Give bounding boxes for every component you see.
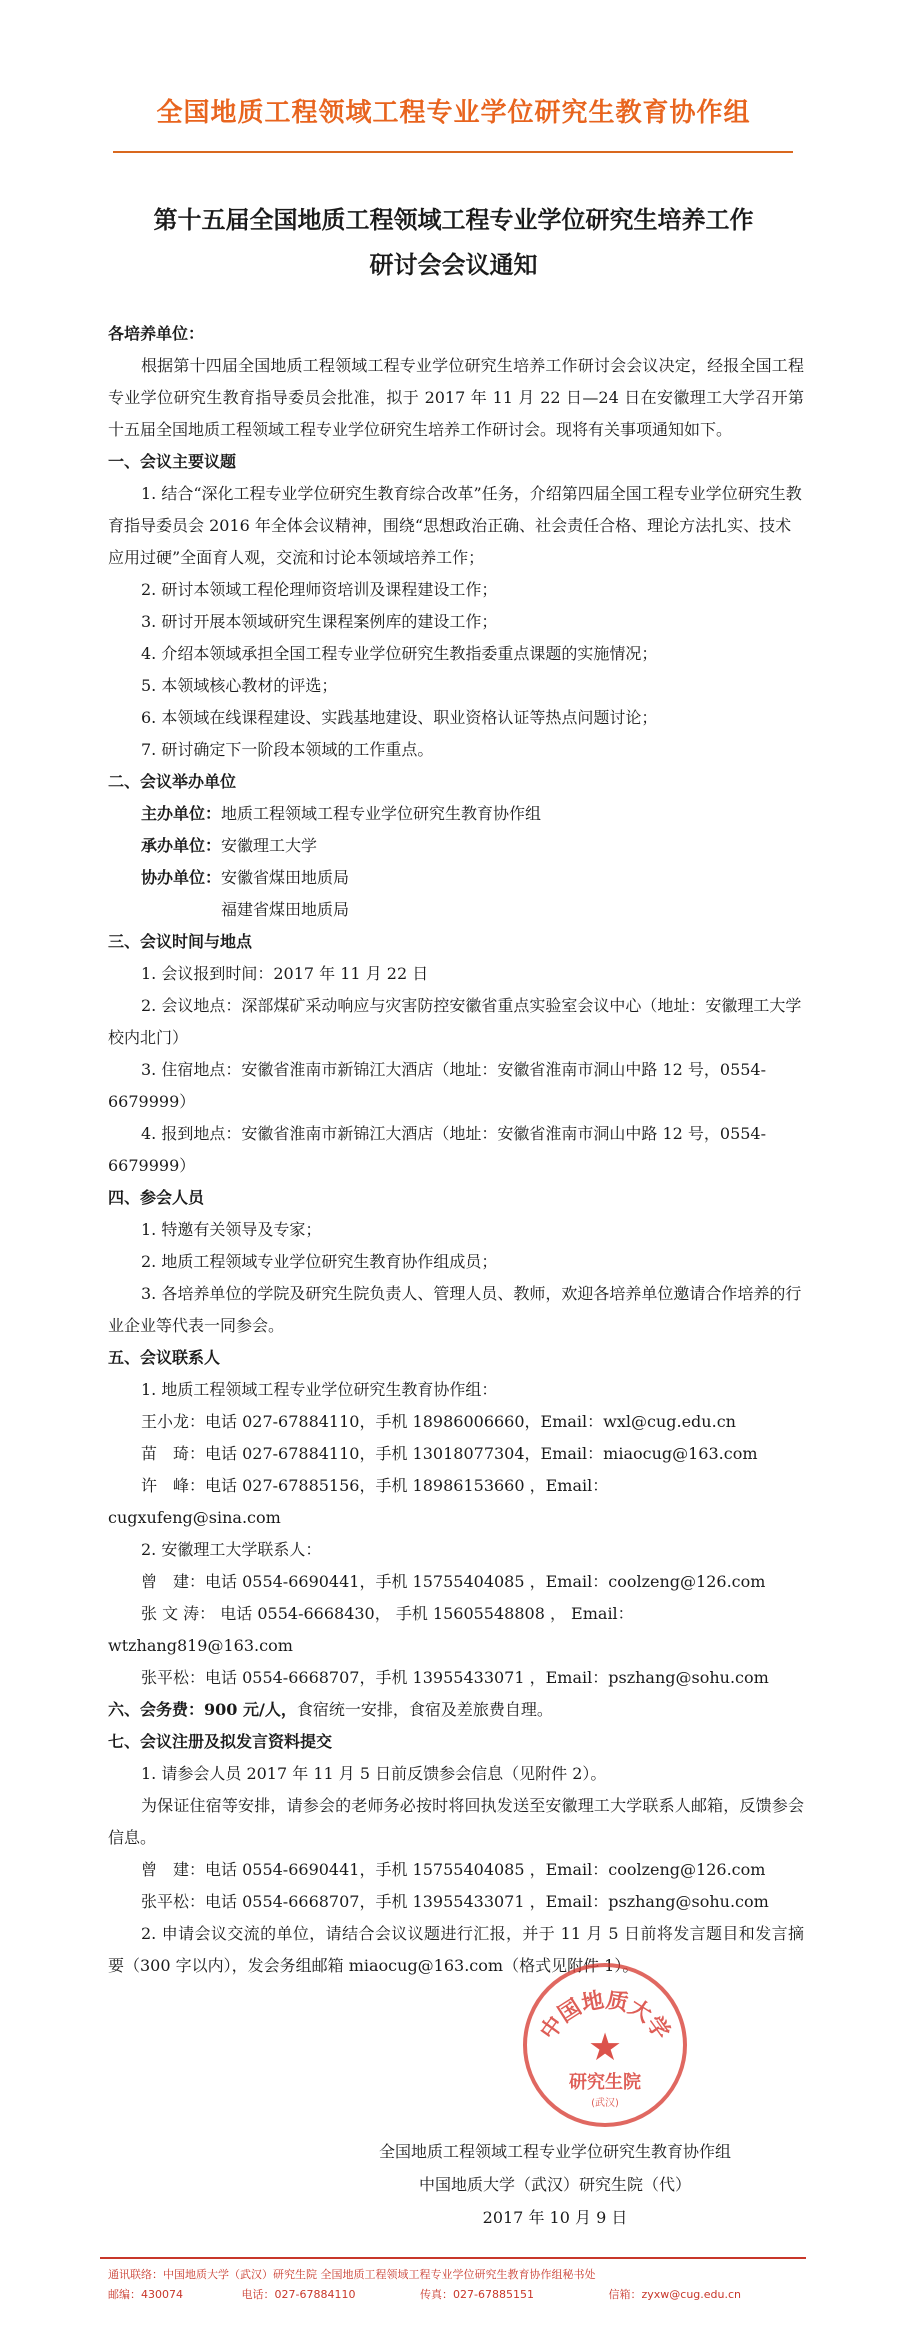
footer-fax: 传真：027-67885151 bbox=[420, 2288, 534, 2301]
organizer-value: 安徽理工大学 bbox=[221, 836, 318, 855]
attendee-item: 1. 特邀有关领导及专家； bbox=[141, 1220, 322, 1239]
contact-line: 曾 建：电话 0554-6690441，手机 15755404085 ，Email：coolzeng@126.com bbox=[141, 1860, 766, 1879]
seal-text-sub: (武汉) bbox=[591, 2098, 619, 2109]
fee-note: 食宿统一安排，食宿及差旅费自理。 bbox=[296, 1700, 553, 1719]
header-divider bbox=[113, 151, 793, 153]
seal-text-top: 中国地质大学 bbox=[535, 1987, 675, 2045]
venue-item: 3. 住宿地点：安徽省淮南市新锦江大酒店（地址：安徽省淮南市洞山中路 12 号，0554-6679999） bbox=[108, 1060, 767, 1111]
fee-line bbox=[108, 1694, 804, 1726]
seal-star-icon: ★ bbox=[587, 2025, 623, 2069]
registration-item: 1. 请参会人员 2017 年 11 月 5 日前反馈参会信息（见附件 2）。 bbox=[141, 1764, 607, 1783]
contact-email: wtzhang819@163.com bbox=[108, 1636, 293, 1655]
official-seal bbox=[520, 1960, 690, 2130]
section-heading: 二、会议举办单位 bbox=[108, 772, 237, 791]
seal-text-bottom: 研究生院 bbox=[569, 2072, 641, 2093]
salutation: 各培养单位： bbox=[108, 324, 205, 343]
venue-item: 1. 会议报到时间：2017 年 11 月 22 日 bbox=[141, 964, 429, 983]
signature-date: 2017 年 10 月 9 日 bbox=[482, 2208, 628, 2227]
contact-line: 苗 琦：电话 027-67884110，手机 13018077304，Email：miaocug@163.com bbox=[141, 1444, 758, 1463]
contact-line: 张平松：电话 0554-6668707，手机 13955433071 ，Email：pszhang@sohu.com bbox=[141, 1892, 769, 1911]
agenda-item: 3. 研讨开展本领域研究生课程案例库的建设工作； bbox=[141, 612, 498, 631]
signature-org: 全国地质工程领域工程专业学位研究生教育协作组 bbox=[378, 2142, 731, 2161]
section-heading: 六、会务费： bbox=[108, 1700, 205, 1719]
org-header: 全国地质工程领域工程专业学位研究生教育协作组 bbox=[156, 98, 751, 128]
venue-item: 2. 会议地点：深部煤矿采动响应与灾害防控安徽省重点实验室会议中心（地址：安徽理工大学校内北门） bbox=[108, 996, 802, 1047]
coorganizer-unit bbox=[108, 862, 804, 894]
signature-block bbox=[330, 2135, 780, 2234]
footer-address: 通讯联络：中国地质大学（武汉）研究生院 全国地质工程领域工程专业学位研究生教育协作组秘书处 bbox=[108, 2268, 596, 2281]
contact-group: 1. 地质工程领域工程专业学位研究生教育协作组： bbox=[141, 1380, 498, 1399]
attendee-item: 2. 地质工程领域专业学位研究生教育协作组成员； bbox=[141, 1252, 498, 1271]
registration-item: 2. 申请会议交流的单位，请结合会议议题进行汇报，并于 11 月 5 日前将发言题目和发言摘要（300 字以内），发会务组邮箱 miaocug@163.com（格式见附件 1）。 bbox=[108, 1924, 804, 1975]
coorganizer-value: 安徽省煤田地质局 bbox=[221, 868, 350, 887]
fee-amount: 900 元/人， bbox=[204, 1700, 297, 1719]
organizer-label: 承办单位： bbox=[141, 836, 222, 855]
contact-email: cugxufeng@sina.com bbox=[108, 1508, 281, 1527]
footer-phone: 电话：027-67884110 bbox=[241, 2288, 356, 2301]
host-value: 地质工程领域工程专业学位研究生教育协作组 bbox=[221, 804, 542, 823]
host-unit bbox=[108, 798, 804, 830]
agenda-item: 7. 研讨确定下一阶段本领域的工作重点。 bbox=[141, 740, 434, 759]
agenda-item: 5. 本领域核心教材的评选； bbox=[141, 676, 338, 695]
host-label: 主办单位： bbox=[141, 804, 222, 823]
agenda-item: 2. 研讨本领域工程伦理师资培训及课程建设工作； bbox=[141, 580, 498, 599]
footer-postcode: 邮编：430074 bbox=[108, 2288, 183, 2301]
intro-paragraph: 根据第十四届全国地质工程领域工程专业学位研究生培养工作研讨会会议决定，经报全国工程专业学位研究生教育指导委员会批准，拟于 2017 年 11 月 22 日—24 日在安徽理工大学召开第十五届全国地质工程领域工程专业学位研究生培养工作研讨会。现将有关事项通知如下。 bbox=[108, 356, 804, 439]
section-heading: 七、会议注册及拟发言资料提交 bbox=[108, 1732, 333, 1751]
signature-school: 中国地质大学（武汉）研究生院（代） bbox=[418, 2175, 691, 2194]
contact-line: 王小龙：电话 027-67884110，手机 18986006660，Email：wxl@cug.edu.cn bbox=[141, 1412, 736, 1431]
agenda-item: 4. 介绍本领域承担全国工程专业学位研究生教指委重点课题的实施情况； bbox=[141, 644, 658, 663]
venue-item: 4. 报到地点：安徽省淮南市新锦江大酒店（地址：安徽省淮南市洞山中路 12 号，0554-6679999） bbox=[108, 1124, 767, 1175]
notice-title-line2: 研讨会会议通知 bbox=[369, 251, 538, 279]
attendee-item: 3. 各培养单位的学院及研究生院负责人、管理人员、教师，欢迎各培养单位邀请合作培养的行业企业等代表一同参会。 bbox=[108, 1284, 802, 1335]
footer-divider bbox=[100, 2257, 806, 2259]
footer-email: 信箱：zyxw@cug.edu.cn bbox=[608, 2288, 742, 2301]
section-heading: 四、参会人员 bbox=[108, 1188, 205, 1207]
organizer-unit bbox=[108, 830, 804, 862]
registration-note: 为保证住宿等安排，请参会的老师务必按时将回执发送至安徽理工大学联系人邮箱，反馈参会信息。 bbox=[108, 1796, 804, 1847]
footer-contacts bbox=[108, 2286, 808, 2302]
contact-line: 许 峰：电话 027-67885156，手机 18986153660 ，Email： bbox=[141, 1476, 609, 1495]
contact-group: 2. 安徽理工大学联系人： bbox=[141, 1540, 322, 1559]
agenda-item: 6. 本领域在线课程建设、实践基地建设、职业资格认证等热点问题讨论； bbox=[141, 708, 658, 727]
notice-title-line1: 第十五届全国地质工程领域工程专业学位研究生培养工作 bbox=[153, 206, 754, 234]
section-heading: 五、会议联系人 bbox=[108, 1348, 221, 1367]
agenda-item: 1. 结合“深化工程专业学位研究生教育综合改革”任务，介绍第四届全国工程专业学位研究生教育指导委员会 2016 年全体会议精神，围绕“思想政治正确、社会责任合格、理论方法扎实、技术应用过硬”全面育人观，交流和讨论本领域培养工作； bbox=[108, 484, 802, 567]
contact-line: 曾 建：电话 0554-6690441，手机 15755404085 ，Email：coolzeng@126.com bbox=[141, 1572, 766, 1591]
notice-body bbox=[108, 318, 804, 1982]
coorganizer-value-2: 福建省煤田地质局 bbox=[221, 900, 350, 919]
section-heading: 三、会议时间与地点 bbox=[108, 932, 253, 951]
contact-line: 张平松：电话 0554-6668707，手机 13955433071 ，Email：pszhang@sohu.com bbox=[141, 1668, 769, 1687]
coorganizer-label: 协办单位： bbox=[141, 868, 222, 887]
section-heading: 一、会议主要议题 bbox=[108, 452, 237, 471]
contact-line: 张 文 涛： 电话 0554-6668430， 手机 15605548808 ， Email： bbox=[141, 1604, 634, 1623]
